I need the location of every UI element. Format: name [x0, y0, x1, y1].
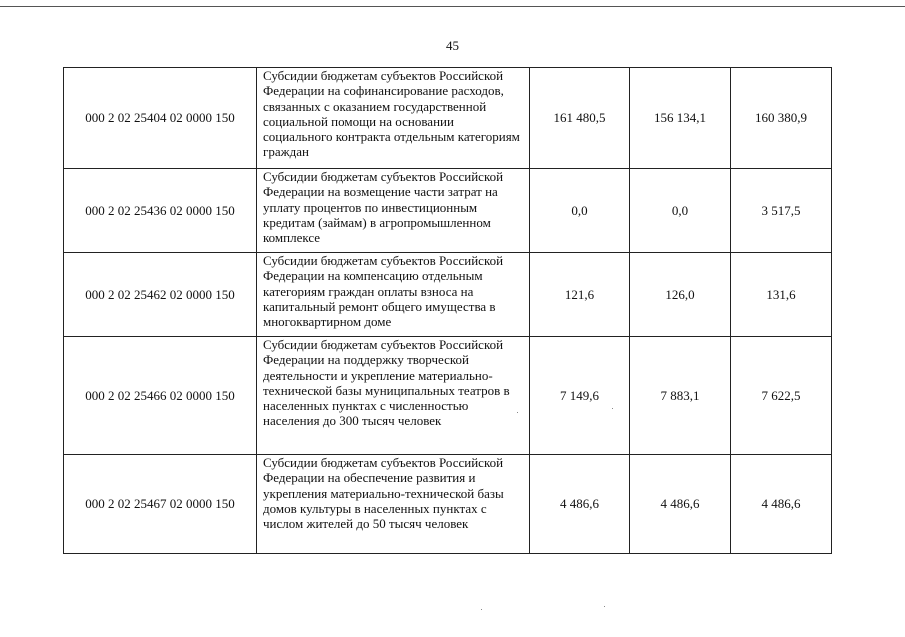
value-col-2: 156 134,1	[630, 68, 731, 169]
row-description: Субсидии бюджетам субъектов Российской Федерации на обеспечение развития и укрепления материально-технической базы домов культуры в населенных пунктах с числом жителей до 50 тысяч человек	[257, 455, 530, 554]
budget-code: 000 2 02 25436 02 0000 150	[64, 169, 257, 253]
value-col-3: 131,6	[731, 253, 832, 337]
budget-code: 000 2 02 25467 02 0000 150	[64, 455, 257, 554]
page-number: 45	[446, 38, 459, 53]
table-row	[64, 455, 832, 554]
table-row	[64, 253, 832, 337]
value-col-2: 7 883,1	[630, 337, 731, 455]
scan-speck	[604, 606, 605, 607]
table-row	[64, 337, 832, 455]
value-col-2: 126,0	[630, 253, 731, 337]
value-col-3: 3 517,5	[731, 169, 832, 253]
page-top-edge	[0, 6, 905, 7]
budget-code: 000 2 02 25466 02 0000 150	[64, 337, 257, 455]
table-row	[64, 68, 832, 169]
budget-code: 000 2 02 25404 02 0000 150	[64, 68, 257, 169]
budget-code: 000 2 02 25462 02 0000 150	[64, 253, 257, 337]
row-description: Субсидии бюджетам субъектов Российской Федерации на компенсацию отдельным категориям граждан оплаты взноса на капитальный ремонт общего имущества в многоквартирном доме	[257, 253, 530, 337]
value-col-1: 121,6	[530, 253, 630, 337]
budget-table	[63, 67, 832, 554]
value-col-1: 161 480,5	[530, 68, 630, 169]
value-col-3: 4 486,6	[731, 455, 832, 554]
value-col-3: 160 380,9	[731, 68, 832, 169]
scan-speck	[481, 609, 482, 610]
scan-speck	[612, 408, 613, 409]
row-description: Субсидии бюджетам субъектов Российской Федерации на возмещение части затрат на уплату процентов по инвестиционным кредитам (займам) в агропромышленном комплексе	[257, 169, 530, 253]
value-col-1: 7 149,6	[530, 337, 630, 455]
row-description: Субсидии бюджетам субъектов Российской Федерации на поддержку творческой деятельности и укрепление материально-технической базы муниципальных театров в населенных пунктах с численностью населения до 300 тысяч человек	[257, 337, 530, 455]
row-description: Субсидии бюджетам субъектов Российской Федерации на софинансирование расходов, связанных с оказанием государственной социальной помощи на основании социального контракта отдельным категориям граждан	[257, 68, 530, 169]
table-row	[64, 169, 832, 253]
value-col-2: 0,0	[630, 169, 731, 253]
value-col-1: 0,0	[530, 169, 630, 253]
value-col-2: 4 486,6	[630, 455, 731, 554]
value-col-1: 4 486,6	[530, 455, 630, 554]
value-col-3: 7 622,5	[731, 337, 832, 455]
scan-speck	[517, 412, 518, 413]
